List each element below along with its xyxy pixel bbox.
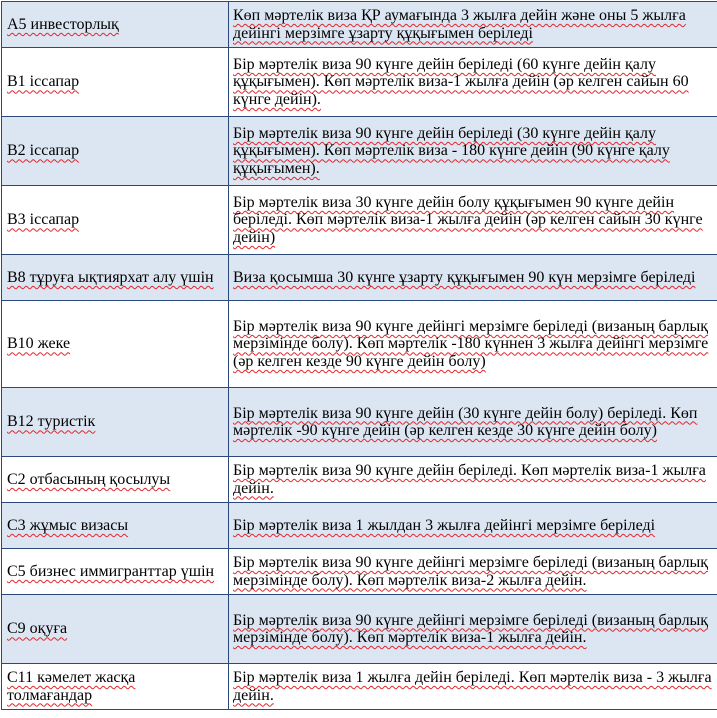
visa-type-label: B2 іссапар — [7, 142, 80, 160]
table-row — [2, 2, 717, 48]
table-row — [2, 117, 717, 186]
visa-type-cell — [2, 503, 229, 549]
visa-type-label: C11 кәмелет жасқа толмағандар — [7, 669, 136, 704]
visa-type-cell — [2, 457, 229, 503]
visa-type-cell — [2, 549, 229, 595]
visa-type-label: B12 туристік — [7, 413, 96, 431]
visa-terms-cell — [229, 186, 717, 255]
visa-terms-text: Бір мәртелік виза 90 күнге дейін беріледі. Көп мәртелік виза-1 жылға дейін. — [233, 462, 706, 497]
visa-terms-cell — [229, 549, 717, 595]
table-row — [2, 595, 717, 664]
visa-type-cell — [2, 255, 229, 301]
visa-terms-cell — [229, 503, 717, 549]
visa-type-label: C2 отбасының қосылуы — [7, 470, 171, 488]
visa-terms-text: Бір мәртелік виза 1 жылға дейін беріледі. Көп мәртелік виза - 3 жылға дейін. — [233, 669, 712, 704]
visa-terms-cell — [229, 2, 717, 48]
table-row — [2, 186, 717, 255]
table-row — [2, 301, 717, 388]
visa-terms-text: Виза қосымша 30 күнге ұзарту құқығымен 90 күн мерзімге беріледі — [233, 268, 696, 286]
visa-terms-text: Бір мәртелік виза 90 күнге дейінгі мерзімге беріледі (визаның барлық мерзімінде болу). Көп мәртелік -180 күннен 3 жылға дейінгі мерзімге (әр келген кезде 90 күнге дейін болу) — [233, 317, 709, 370]
table-row — [2, 549, 717, 595]
visa-type-label: B10 жеке — [7, 335, 71, 353]
table-row — [2, 255, 717, 301]
visa-terms-cell — [229, 255, 717, 301]
visa-type-cell — [2, 301, 229, 388]
visa-terms-cell — [229, 388, 717, 457]
visa-terms-text: Бір мәртелік виза 90 күнге дейін беріледі (60 күнге дейін қалу құқығымен). Көп мәртелік виза-1 жылға дейін (әр келген сайын 60 күнге дейін). — [233, 55, 689, 108]
visa-terms-cell — [229, 48, 717, 117]
visa-terms-cell — [229, 117, 717, 186]
visa-type-cell — [2, 2, 229, 48]
table-row — [2, 503, 717, 549]
visa-terms-cell — [229, 664, 717, 710]
visa-terms-text: Бір мәртелік виза 90 күнге дейінгі мерзімге беріледі (визаның барлық мерзімінде болу). Көп мәртелік виза-1 жылға дейін. — [233, 611, 709, 646]
visa-type-label: C9 оқуға — [7, 620, 68, 638]
table-row — [2, 48, 717, 117]
visa-types-table — [1, 1, 717, 710]
visa-terms-text: Бір мәртелік виза 90 күнге дейінгі мерзімге беріледі (визаның барлық мерзімінде болу). Көп мәртелік виза-2 жылға дейін. — [233, 554, 709, 589]
visa-type-label: C5 бизнес иммигранттар үшін — [7, 562, 215, 580]
visa-type-cell — [2, 595, 229, 664]
table-row — [2, 664, 717, 710]
visa-terms-text: Көп мәртелік виза ҚР аумағында 3 жылға дейін және оны 5 жылға дейінгі мерзімге ұзарту құқығымен беріледі — [233, 7, 686, 42]
visa-terms-text: Бір мәртелік виза 30 күнге дейін болу құқығымен 90 күнге дейін беріледі. Көп мәртелік виза-1 жылға дейін (әр келген сайын 30 күнге дейін) — [233, 193, 703, 246]
visa-type-label: B8 тұруға ықтиярхат алу үшін — [7, 268, 214, 286]
visa-type-cell — [2, 186, 229, 255]
table-row — [2, 457, 717, 503]
visa-type-cell — [2, 117, 229, 186]
visa-type-label: B3 іссапар — [7, 211, 80, 229]
visa-type-label: A5 инвесторлық — [7, 15, 119, 33]
visa-type-label: B1 іссапар — [7, 73, 80, 91]
visa-type-cell — [2, 664, 229, 710]
visa-type-cell — [2, 388, 229, 457]
visa-terms-text: Бір мәртелік виза 90 күнге дейін (30 күнге дейін болу) беріледі. Көп мәртелік -90 күнге дейін (әр келген кезде 30 күнге дейін болу) — [233, 404, 698, 439]
visa-terms-text: Бір мәртелік виза 1 жылдан 3 жылға дейінгі мерзімге беріледі — [233, 516, 656, 534]
visa-terms-cell — [229, 301, 717, 388]
visa-terms-cell — [229, 457, 717, 503]
visa-type-cell — [2, 48, 229, 117]
visa-table-body — [2, 2, 717, 710]
table-row — [2, 388, 717, 457]
visa-terms-cell — [229, 595, 717, 664]
visa-type-label: C3 жұмыс визасы — [7, 516, 129, 534]
visa-terms-text: Бір мәртелік виза 90 күнге дейін беріледі (30 күнге дейін қалу құқығымен). Көп мәртелік виза - 180 күнге дейін (90 күнге қалу құқығымен). — [233, 124, 670, 177]
